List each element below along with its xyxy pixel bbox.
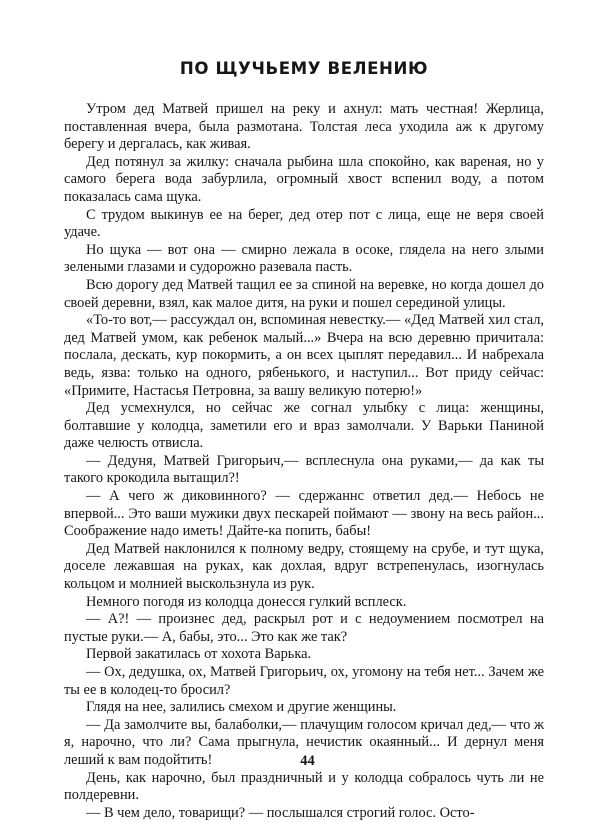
paragraph: День, как нарочно, был праздничный и у колодца собралось чуть ли не полдеревни.	[64, 769, 544, 804]
paragraph: Но щука — вот она — смирно лежала в осоке, глядела на него злыми зелеными глазами и судорожно разевала пасть.	[64, 241, 544, 276]
story-title: ПО ЩУЧЬЕМУ ВЕЛЕНИЮ	[179, 59, 429, 78]
paragraph: — Дедуня, Матвей Григорьич,— всплеснула она руками,— да как ты такого крокодила вытащил?!	[64, 452, 544, 487]
paragraph: — В чем дело, товарищи? — послышался строгий голос. Осто-	[86, 804, 475, 821]
paragraph: С трудом выкинув ее на берег, дед отер пот с лица, еще не веря своей удаче.	[64, 206, 544, 241]
paragraph: Дед усмехнулся, но сейчас же согнал улыбку с лица: женщины, болтавшие у колодца, заметили его и враз замолчали. У Варьки Паниной даже челюсть отвисла.	[64, 400, 544, 452]
paragraph: Немного погодя из колодца донесся гулкий всплеск.	[86, 593, 407, 610]
book-page	[64, 58, 544, 822]
page-number: 44	[300, 753, 315, 769]
paragraph: — Ох, дедушка, ох, Матвей Григорьич, ох, угомону на тебя нет... Зачем же ты ее в колодец-то бросил?	[64, 664, 544, 698]
story-text	[64, 101, 544, 822]
paragraph: Глядя на нее, залились смехом и другие женщины.	[86, 699, 397, 716]
paragraph: — Да замолчите вы, балаболки,— плачущим голосом кричал дед,— что ж я, нарочно, что ли? Сама прыгнула, нечистик окаянный... И дернул меня леший к вам подойтить!	[64, 716, 544, 768]
paragraph: Первой закатилась от хохота Варька.	[86, 646, 312, 663]
paragraph: Дед Матвей наклонился к полному ведру, стоящему на срубе, и тут щука, доселе лежавшая на руках, как дохлая, вдруг встрепенулась, изогнулась кольцом и молнией выскользнула из рук.	[64, 540, 544, 593]
paragraph: «То-то вот,— рассуждал он, вспоминая невестку.— «Дед Матвей хил стал, дед Матвей умом, как ребенок малый...» Вчера на всю деревню причитала: послала, дескать, кур покормить, а он всех цыплят передавил... И набрехала ведь, язва: только на одного, рябенького, и наступил... Вот приду сейчас: «Примите, Настасья Петровна, за вашу великую потерю!»	[64, 312, 544, 399]
paragraph: Дед потянул за жилку: сначала рыбина шла спокойно, как вареная, но у самого берега вода забурлила, огромный хвост вспенил воду, а потом показалась сама щука.	[64, 153, 544, 205]
paragraph: Всю дорогу дед Матвей тащил ее за спиной на веревке, но когда дошел до своей деревни, взял, как малое дитя, на руки и пошел серединой улицы.	[64, 276, 544, 311]
paragraph: — А?! — произнес дед, раскрыл рот и с недоумением посмотрел на пустые руки.— А, бабы, это... Это как же так?	[64, 611, 544, 645]
paragraph: Утром дед Матвей пришел на реку и ахнул: мать честная! Жерлица, поставленная вчера, была размотана. Толстая леса уходила аж к другому берегу и дергалась, как живая.	[64, 101, 544, 153]
paragraph: — А чего ж диковинного? — сдержаннс ответил дед.— Небось не впервой... Это ваши мужики двух пескарей поймают — звону на весь район... Соображение надо иметь! Дайте-ка попить, бабы!	[64, 488, 544, 540]
